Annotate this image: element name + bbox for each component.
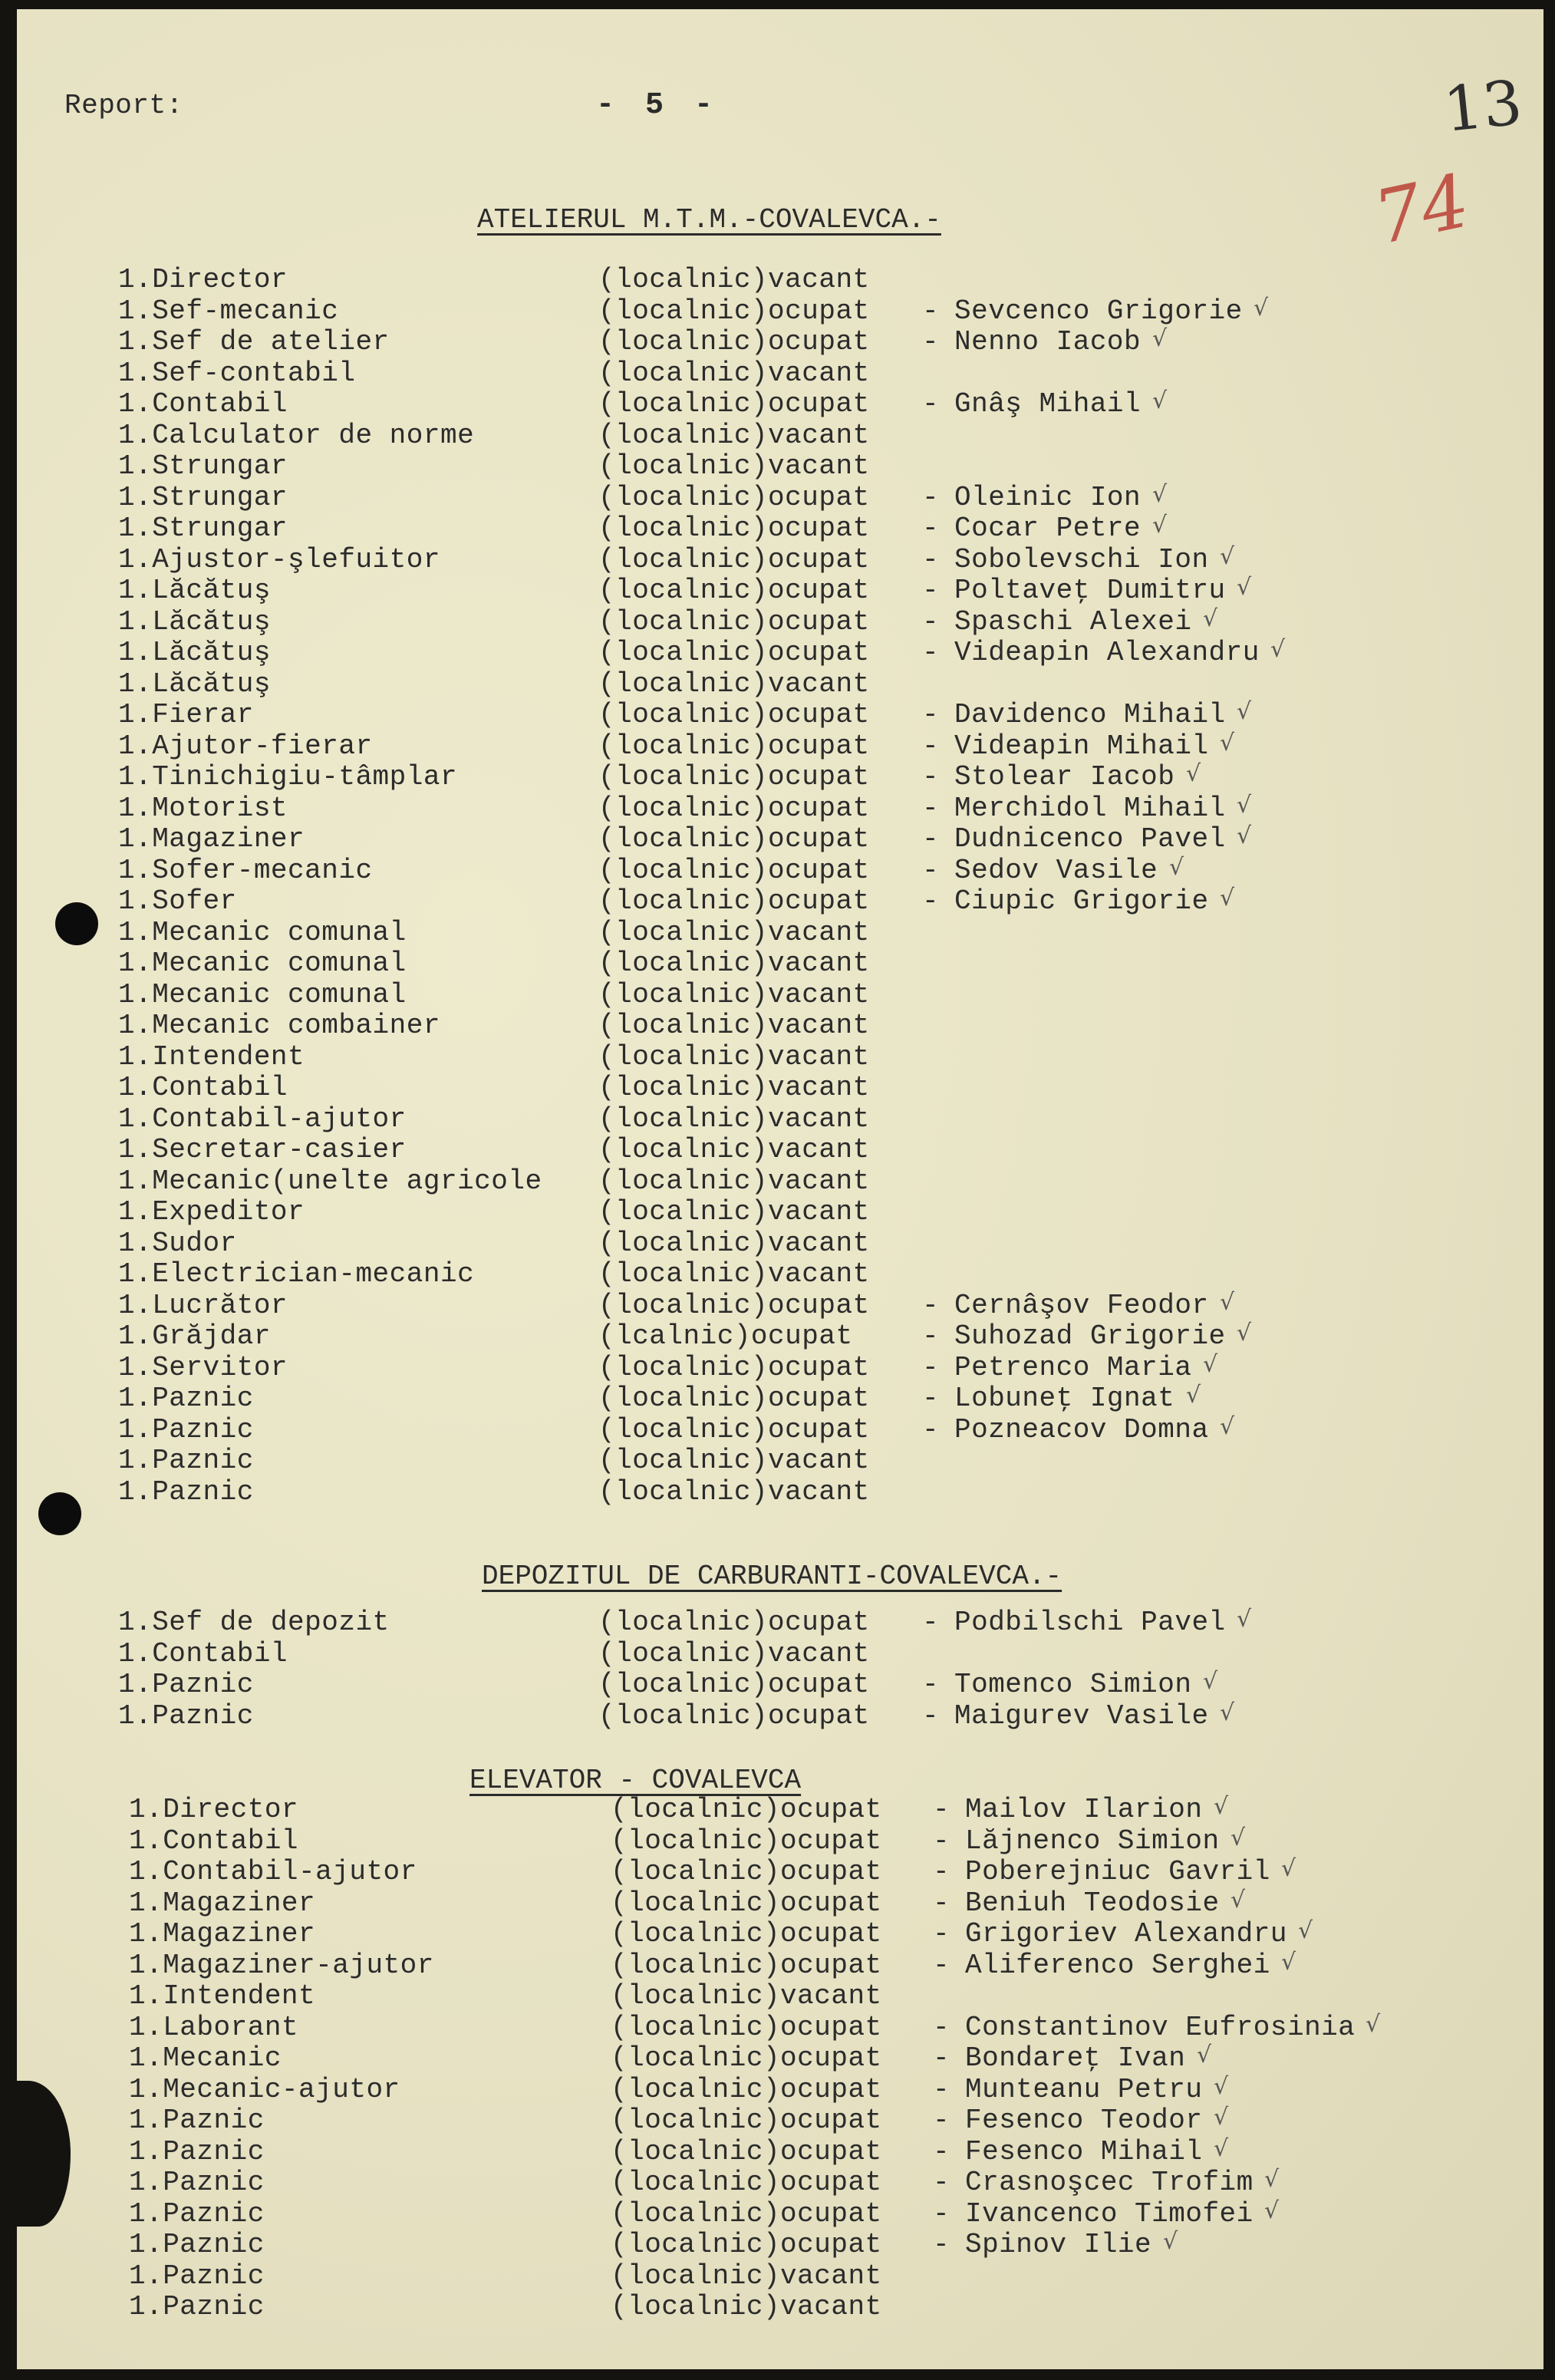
position-title: 1.Director bbox=[129, 1794, 299, 1825]
check-mark-icon: √ bbox=[1230, 1887, 1246, 1914]
position-status: (localnic)vacant bbox=[598, 1196, 870, 1228]
position-title: 1.Mecanic-ajutor bbox=[129, 2074, 400, 2105]
dash-separator: - bbox=[933, 1856, 950, 1887]
dash-separator: - bbox=[922, 326, 940, 358]
position-status: (localnic)ocupat bbox=[611, 2198, 882, 2230]
position-title: 1.Sofer bbox=[118, 885, 237, 917]
folio-number: 13 bbox=[1440, 66, 1526, 147]
check-mark-icon: √ bbox=[1186, 1382, 1201, 1409]
position-status: (localnic)vacant bbox=[598, 1103, 870, 1135]
position-title: 1.Mecanic(unelte agricole bbox=[118, 1165, 542, 1197]
position-title: 1.Electrician-mecanic bbox=[118, 1258, 475, 1290]
position-status: (localnic)vacant bbox=[598, 1072, 870, 1103]
document-page bbox=[17, 9, 1543, 2369]
position-title: 1.Paznic bbox=[118, 1383, 254, 1414]
position-status: (localnic)vacant bbox=[598, 420, 870, 451]
position-title: 1.Ajutor-fierar bbox=[118, 730, 373, 762]
dash-separator: - bbox=[922, 295, 940, 327]
check-mark-icon: √ bbox=[1366, 2011, 1381, 2038]
employee-name: Beniuh Teodosie bbox=[965, 1887, 1220, 1919]
employee-name: Videapin Mihail bbox=[954, 730, 1209, 762]
check-mark-icon: √ bbox=[1281, 1949, 1296, 1976]
check-mark-icon: √ bbox=[1152, 387, 1168, 414]
check-mark-icon: √ bbox=[1237, 1606, 1252, 1633]
position-status: (localnic)vacant bbox=[611, 1980, 882, 2012]
check-mark-icon: √ bbox=[1237, 698, 1252, 725]
position-status: (localnic)ocupat bbox=[598, 1352, 870, 1383]
position-status: (localnic)vacant bbox=[598, 979, 870, 1010]
position-status: (localnic)ocupat bbox=[611, 2012, 882, 2043]
position-title: 1.Contabil bbox=[118, 1638, 288, 1670]
employee-name: Grigoriev Alexandru bbox=[965, 1918, 1287, 1950]
position-status: (localnic)vacant bbox=[598, 1165, 870, 1197]
dash-separator: - bbox=[922, 1700, 940, 1732]
position-status: (localnic)vacant bbox=[611, 2291, 882, 2322]
position-title: 1.Sef-mecanic bbox=[118, 295, 339, 327]
check-mark-icon: √ bbox=[1203, 1351, 1218, 1378]
check-mark-icon: √ bbox=[1220, 543, 1235, 570]
check-mark-icon: √ bbox=[1203, 605, 1218, 632]
dash-separator: - bbox=[922, 513, 940, 544]
position-status: (localnic)ocupat bbox=[598, 1414, 870, 1445]
position-status: (localnic)ocupat bbox=[598, 823, 870, 855]
employee-name: Podbilschi Pavel bbox=[954, 1607, 1226, 1638]
position-title: 1.Magaziner-ajutor bbox=[129, 1950, 434, 1981]
employee-name: Videapin Alexandru bbox=[954, 637, 1260, 668]
position-title: 1.Fierar bbox=[118, 699, 254, 730]
employee-name: Maigurev Vasile bbox=[954, 1700, 1209, 1732]
position-status: (localnic)vacant bbox=[598, 1258, 870, 1290]
check-mark-icon: √ bbox=[1237, 822, 1252, 849]
position-status: (localnic)ocupat bbox=[598, 1700, 870, 1732]
position-status: (localnic)ocupat bbox=[611, 2074, 882, 2105]
check-mark-icon: √ bbox=[1264, 2197, 1280, 2224]
check-mark-icon: √ bbox=[1152, 481, 1168, 508]
check-mark-icon: √ bbox=[1220, 1699, 1235, 1726]
position-title: 1.Secretar-casier bbox=[118, 1134, 407, 1165]
position-title: 1.Sudor bbox=[118, 1228, 237, 1259]
position-status: (localnic)ocupat bbox=[598, 388, 870, 420]
position-status: (localnic)vacant bbox=[598, 1638, 870, 1670]
position-status: (localnic)ocupat bbox=[611, 1825, 882, 1857]
position-status: (localnic)ocupat bbox=[611, 1794, 882, 1825]
position-title: 1.Mecanic comunal bbox=[118, 948, 407, 979]
position-title: 1.Magaziner bbox=[129, 1918, 316, 1950]
dash-separator: - bbox=[922, 482, 940, 513]
employee-name: Nenno Iacob bbox=[954, 326, 1142, 358]
dash-separator: - bbox=[922, 885, 940, 917]
check-mark-icon: √ bbox=[1214, 2135, 1229, 2162]
employee-name: Bondareţ Ivan bbox=[965, 2042, 1186, 2074]
employee-name: Sedov Vasile bbox=[954, 855, 1158, 886]
check-mark-icon: √ bbox=[1270, 636, 1286, 663]
position-status: (localnic)ocupat bbox=[598, 885, 870, 917]
section-title: ATELIERUL M.T.M.-COVALEVCA.- bbox=[477, 204, 941, 236]
position-title: 1.Contabil-ajutor bbox=[118, 1103, 407, 1135]
position-status: (localnic)ocupat bbox=[598, 513, 870, 544]
position-title: 1.Paznic bbox=[129, 2136, 265, 2167]
dash-separator: - bbox=[922, 699, 940, 730]
check-mark-icon: √ bbox=[1237, 792, 1252, 819]
dash-separator: - bbox=[922, 1669, 940, 1700]
section-title: DEPOZITUL DE CARBURANTI-COVALEVCA.- bbox=[482, 1561, 1062, 1592]
position-title: 1.Paznic bbox=[118, 1414, 254, 1445]
dash-separator: - bbox=[922, 606, 940, 638]
page-number: - 5 - bbox=[596, 88, 720, 123]
check-mark-icon: √ bbox=[1152, 512, 1168, 539]
employee-name: Spaschi Alexei bbox=[954, 606, 1192, 638]
position-title: 1.Lăcătuş bbox=[118, 606, 271, 638]
check-mark-icon: √ bbox=[1214, 2104, 1229, 2131]
check-mark-icon: √ bbox=[1298, 1917, 1313, 1944]
position-title: 1.Sef-contabil bbox=[118, 358, 356, 389]
position-status: (localnic)ocupat bbox=[598, 1607, 870, 1638]
position-status: (localnic)ocupat bbox=[611, 1950, 882, 1981]
position-title: 1.Lăcătuş bbox=[118, 668, 271, 700]
employee-name: Constantinov Eufrosinia bbox=[965, 2012, 1356, 2043]
position-title: 1.Mecanic comunal bbox=[118, 979, 407, 1010]
position-status: (localnic)ocupat bbox=[598, 482, 870, 513]
position-status: (localnic)ocupat bbox=[611, 1856, 882, 1887]
report-label: Report: bbox=[64, 90, 183, 121]
position-title: 1.Mecanic combainer bbox=[118, 1010, 440, 1041]
position-title: 1.Lăcătuş bbox=[118, 637, 271, 668]
position-title: 1.Contabil bbox=[118, 1072, 288, 1103]
dash-separator: - bbox=[933, 2074, 950, 2105]
employee-name: Cernâşov Feodor bbox=[954, 1290, 1209, 1321]
position-title: 1.Contabil bbox=[118, 388, 288, 420]
position-status: (localnic)vacant bbox=[598, 1041, 870, 1073]
employee-name: Lobuneţ Ignat bbox=[954, 1383, 1175, 1414]
position-title: 1.Tinichigiu-tâmplar bbox=[118, 761, 458, 793]
employee-name: Mailov Ilarion bbox=[965, 1794, 1203, 1825]
position-title: 1.Paznic bbox=[129, 2198, 265, 2230]
check-mark-icon: √ bbox=[1237, 1320, 1252, 1347]
employee-name: Pozneacov Domna bbox=[954, 1414, 1209, 1445]
dash-separator: - bbox=[922, 388, 940, 420]
employee-name: Sobolevschi Ion bbox=[954, 544, 1209, 575]
position-title: 1.Sef de depozit bbox=[118, 1607, 390, 1638]
position-status: (localnic)ocupat bbox=[598, 1669, 870, 1700]
check-mark-icon: √ bbox=[1220, 730, 1235, 757]
check-mark-icon: √ bbox=[1214, 2073, 1229, 2100]
position-title: 1.Paznic bbox=[129, 2167, 265, 2198]
position-status: (localnic)vacant bbox=[598, 1228, 870, 1259]
position-title: 1.Motorist bbox=[118, 793, 288, 824]
employee-name: Petrenco Maria bbox=[954, 1352, 1192, 1383]
dash-separator: - bbox=[933, 2229, 950, 2260]
red-pencil-mark: 74 bbox=[1366, 157, 1477, 262]
employee-name: Suhozad Grigorie bbox=[954, 1320, 1226, 1352]
dash-separator: - bbox=[933, 2198, 950, 2230]
position-status: (localnic)ocupat bbox=[598, 730, 870, 762]
position-status: (localnic)vacant bbox=[598, 358, 870, 389]
position-title: 1.Magaziner bbox=[129, 1887, 316, 1919]
position-title: 1.Laborant bbox=[129, 2012, 299, 2043]
position-status: (localnic)ocupat bbox=[598, 1383, 870, 1414]
position-status: (localnic)ocupat bbox=[598, 699, 870, 730]
check-mark-icon: √ bbox=[1169, 854, 1184, 881]
position-title: 1.Grăjdar bbox=[118, 1320, 271, 1352]
position-title: 1.Sofer-mecanic bbox=[118, 855, 373, 886]
punch-hole bbox=[55, 902, 98, 945]
dash-separator: - bbox=[933, 1950, 950, 1981]
dash-separator: - bbox=[933, 2105, 950, 2136]
employee-name: Fesenco Mihail bbox=[965, 2136, 1203, 2167]
dash-separator: - bbox=[933, 1918, 950, 1950]
position-status: (localnic)vacant bbox=[598, 1134, 870, 1165]
position-status: (localnic)ocupat bbox=[598, 637, 870, 668]
position-title: 1.Intendent bbox=[129, 1980, 316, 2012]
employee-name: Spinov Ilie bbox=[965, 2229, 1152, 2260]
dash-separator: - bbox=[922, 1352, 940, 1383]
position-status: (localnic)ocupat bbox=[611, 1918, 882, 1950]
employee-name: Ivancenco Timofei bbox=[965, 2198, 1254, 2230]
position-status: (localnic)ocupat bbox=[611, 2229, 882, 2260]
position-title: 1.Strungar bbox=[118, 513, 288, 544]
employee-name: Fesenco Teodor bbox=[965, 2105, 1203, 2136]
position-title: 1.Mecanic comunal bbox=[118, 917, 407, 948]
position-title: 1.Magaziner bbox=[118, 823, 305, 855]
position-status: (localnic)vacant bbox=[598, 668, 870, 700]
employee-name: Tomenco Simion bbox=[954, 1669, 1192, 1700]
dash-separator: - bbox=[922, 1607, 940, 1638]
position-title: 1.Intendent bbox=[118, 1041, 305, 1073]
dash-separator: - bbox=[922, 761, 940, 793]
check-mark-icon: √ bbox=[1197, 2042, 1212, 2068]
check-mark-icon: √ bbox=[1163, 2228, 1178, 2255]
position-title: 1.Lăcătuş bbox=[118, 575, 271, 606]
position-title: 1.Mecanic bbox=[129, 2042, 282, 2074]
position-title: 1.Sef de atelier bbox=[118, 326, 390, 358]
dash-separator: - bbox=[922, 793, 940, 824]
position-status: (localnic)vacant bbox=[598, 917, 870, 948]
position-status: (localnic)vacant bbox=[598, 450, 870, 482]
dash-separator: - bbox=[933, 2012, 950, 2043]
position-status: (localnic)ocupat bbox=[598, 855, 870, 886]
position-title: 1.Contabil bbox=[129, 1825, 299, 1857]
employee-name: Poltaveţ Dumitru bbox=[954, 575, 1226, 606]
position-status: (localnic)vacant bbox=[598, 948, 870, 979]
employee-name: Davidenco Mihail bbox=[954, 699, 1226, 730]
check-mark-icon: √ bbox=[1220, 1413, 1235, 1440]
employee-name: Stolear Iacob bbox=[954, 761, 1175, 793]
position-title: 1.Expeditor bbox=[118, 1196, 305, 1228]
dash-separator: - bbox=[922, 855, 940, 886]
employee-name: Oleinic Ion bbox=[954, 482, 1142, 513]
position-title: 1.Paznic bbox=[129, 2291, 265, 2322]
position-title: 1.Lucrător bbox=[118, 1290, 288, 1321]
dash-separator: - bbox=[933, 2167, 950, 2198]
position-status: (localnic)ocupat bbox=[598, 544, 870, 575]
employee-name: Ciupic Grigorie bbox=[954, 885, 1209, 917]
dash-separator: - bbox=[933, 1887, 950, 1919]
position-title: 1.Calculator de norme bbox=[118, 420, 475, 451]
position-status: (localnic)ocupat bbox=[611, 1887, 882, 1919]
employee-name: Poberejniuc Gavril bbox=[965, 1856, 1270, 1887]
employee-name: Dudnicenco Pavel bbox=[954, 823, 1226, 855]
position-status: (localnic)ocupat bbox=[598, 761, 870, 793]
position-status: (localnic)ocupat bbox=[598, 606, 870, 638]
position-status: (localnic)vacant bbox=[598, 1010, 870, 1041]
position-status: (lcalnic)ocupat bbox=[598, 1320, 853, 1352]
position-status: (localnic)ocupat bbox=[611, 2136, 882, 2167]
check-mark-icon: √ bbox=[1186, 760, 1201, 787]
dash-separator: - bbox=[922, 1414, 940, 1445]
check-mark-icon: √ bbox=[1152, 325, 1168, 352]
position-title: 1.Paznic bbox=[118, 1476, 254, 1508]
employee-name: Gnâş Mihail bbox=[954, 388, 1142, 420]
position-status: (localnic)vacant bbox=[598, 1445, 870, 1476]
position-status: (localnic)ocupat bbox=[598, 575, 870, 606]
position-status: (localnic)ocupat bbox=[611, 2105, 882, 2136]
check-mark-icon: √ bbox=[1230, 1825, 1246, 1851]
check-mark-icon: √ bbox=[1281, 1855, 1296, 1882]
check-mark-icon: √ bbox=[1264, 2166, 1280, 2193]
employee-name: Crasnoşcec Trofim bbox=[965, 2167, 1254, 2198]
employee-name: Cocar Petre bbox=[954, 513, 1142, 544]
position-title: 1.Paznic bbox=[118, 1445, 254, 1476]
position-title: 1.Paznic bbox=[129, 2229, 265, 2260]
employee-name: Sevcenco Grigorie bbox=[954, 295, 1243, 327]
position-status: (localnic)ocupat bbox=[598, 1290, 870, 1321]
dash-separator: - bbox=[922, 637, 940, 668]
position-status: (localnic)vacant bbox=[611, 2260, 882, 2292]
dash-separator: - bbox=[922, 730, 940, 762]
position-status: (localnic)vacant bbox=[598, 1476, 870, 1508]
dash-separator: - bbox=[933, 2136, 950, 2167]
position-title: 1.Strungar bbox=[118, 482, 288, 513]
section-title: ELEVATOR - COVALEVCA bbox=[469, 1765, 802, 1796]
employee-name: Aliferenco Serghei bbox=[965, 1950, 1270, 1981]
position-title: 1.Strungar bbox=[118, 450, 288, 482]
dash-separator: - bbox=[922, 575, 940, 606]
dash-separator: - bbox=[933, 1825, 950, 1857]
check-mark-icon: √ bbox=[1254, 295, 1269, 321]
dash-separator: - bbox=[922, 1320, 940, 1352]
position-title: 1.Servitor bbox=[118, 1352, 288, 1383]
position-status: (localnic)vacant bbox=[598, 264, 870, 295]
position-title: 1.Paznic bbox=[118, 1700, 254, 1732]
dash-separator: - bbox=[922, 1383, 940, 1414]
position-title: 1.Paznic bbox=[129, 2260, 265, 2292]
dash-separator: - bbox=[922, 544, 940, 575]
dash-separator: - bbox=[922, 823, 940, 855]
check-mark-icon: √ bbox=[1237, 574, 1252, 601]
check-mark-icon: √ bbox=[1203, 1668, 1218, 1695]
position-status: (localnic)ocupat bbox=[611, 2167, 882, 2198]
punch-hole bbox=[38, 1492, 81, 1535]
employee-name: Munteanu Petru bbox=[965, 2074, 1203, 2105]
check-mark-icon: √ bbox=[1220, 1289, 1235, 1316]
dash-separator: - bbox=[933, 1794, 950, 1825]
position-status: (localnic)ocupat bbox=[598, 793, 870, 824]
position-status: (localnic)ocupat bbox=[598, 295, 870, 327]
torn-edge bbox=[0, 2081, 71, 2227]
position-title: 1.Contabil-ajutor bbox=[129, 1856, 417, 1887]
position-title: 1.Paznic bbox=[118, 1669, 254, 1700]
check-mark-icon: √ bbox=[1220, 885, 1235, 911]
dash-separator: - bbox=[922, 1290, 940, 1321]
dash-separator: - bbox=[933, 2042, 950, 2074]
position-title: 1.Paznic bbox=[129, 2105, 265, 2136]
position-status: (localnic)ocupat bbox=[598, 326, 870, 358]
employee-name: Merchidol Mihail bbox=[954, 793, 1226, 824]
employee-name: Lăjnenco Simion bbox=[965, 1825, 1220, 1857]
position-title: 1.Ajustor-şlefuitor bbox=[118, 544, 440, 575]
check-mark-icon: √ bbox=[1214, 1793, 1229, 1820]
position-status: (localnic)ocupat bbox=[611, 2042, 882, 2074]
position-title: 1.Director bbox=[118, 264, 288, 295]
